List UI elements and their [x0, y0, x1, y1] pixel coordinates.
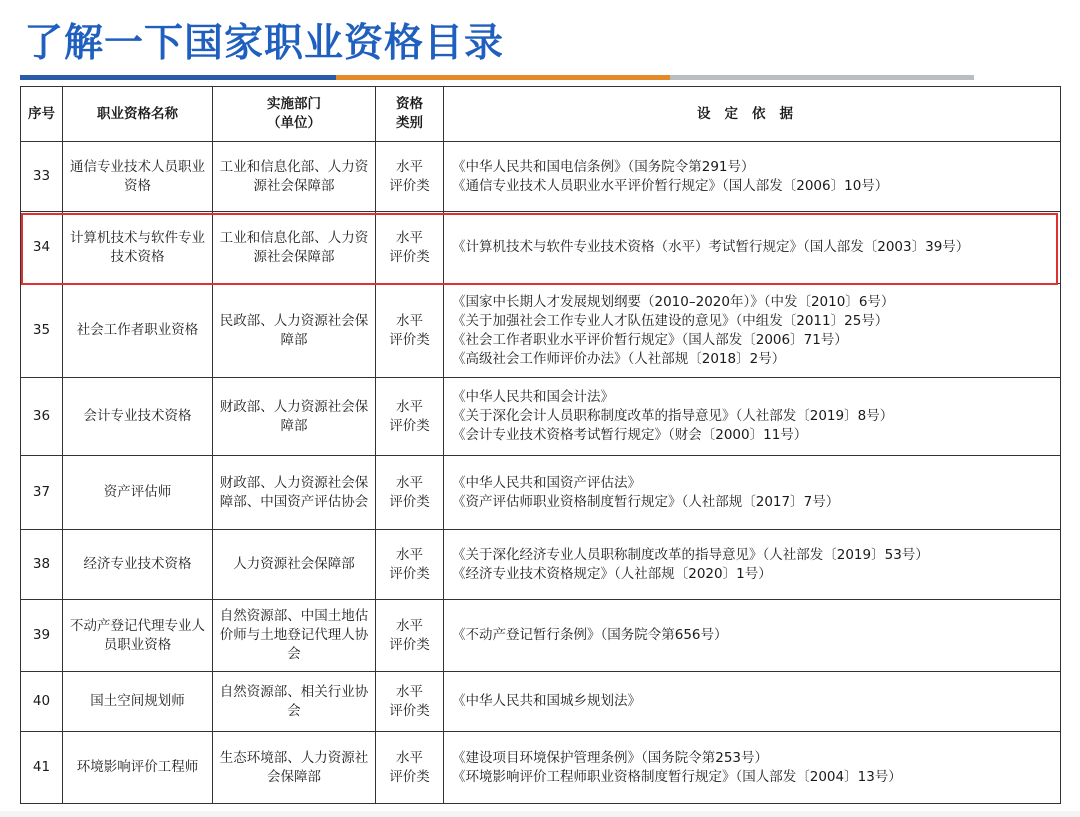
table-row	[21, 212, 1061, 284]
bottom-edge	[0, 811, 1080, 817]
header-name: 职业资格名称	[63, 87, 213, 142]
table-row	[21, 732, 1061, 804]
legal-basis	[444, 378, 1061, 456]
row-number: 35	[21, 284, 63, 378]
row-number: 34	[21, 212, 63, 284]
qualification-type: 水平 评价类	[376, 672, 444, 732]
implementing-department: 财政部、人力资源社会保障部、中国资产评估协会	[213, 456, 376, 530]
basis-line: 《高级社会工作师评价办法》（人社部规〔2018〕2号）	[452, 350, 786, 367]
qualification-type: 水平 评价类	[376, 732, 444, 804]
basis-line: 《资产评估师职业资格制度暂行规定》（人社部规〔2017〕7号）	[452, 493, 840, 510]
divider-blue-segment	[20, 75, 336, 80]
qualification-name: 通信专业技术人员职业资格	[63, 142, 213, 212]
table-row	[21, 530, 1061, 600]
basis-line: 《中华人民共和国电信条例》（国务院令第291号）	[452, 158, 755, 175]
row-number: 36	[21, 378, 63, 456]
table-header-row	[21, 87, 1061, 142]
legal-basis	[444, 142, 1061, 212]
legal-basis	[444, 732, 1061, 804]
implementing-department: 工业和信息化部、人力资源社会保障部	[213, 142, 376, 212]
header-dept-label: 实施部门 （单位）	[267, 96, 321, 131]
qualification-name: 计算机技术与软件专业技术资格	[63, 212, 213, 284]
basis-line: 《会计专业技术资格考试暂行规定》（财会〔2000〕11号）	[452, 427, 808, 443]
implementing-department: 自然资源部、相关行业协会	[213, 672, 376, 732]
table-row	[21, 600, 1061, 672]
implementing-department: 自然资源部、中国土地估价师与土地登记代理人协会	[213, 600, 376, 672]
implementing-department: 生态环境部、人力资源社会保障部	[213, 732, 376, 804]
row-number: 39	[21, 600, 63, 672]
legal-basis	[444, 212, 1061, 284]
table-row	[21, 284, 1061, 378]
qualification-name: 经济专业技术资格	[63, 530, 213, 600]
legal-basis	[444, 456, 1061, 530]
qualification-name: 环境影响评价工程师	[63, 732, 213, 804]
header-type	[376, 87, 444, 142]
legal-basis	[444, 600, 1061, 672]
qualification-type: 水平 评价类	[376, 530, 444, 600]
table-row	[21, 672, 1061, 732]
table-row	[21, 142, 1061, 212]
basis-line: 《环境影响评价工程师职业资格制度暂行规定》（国人部发〔2004〕13号）	[452, 768, 902, 785]
basis-line: 《关于加强社会工作专业人才队伍建设的意见》（中组发〔2011〕25号）	[452, 312, 889, 329]
basis-line: 《计算机技术与软件专业技术资格（水平）考试暂行规定》（国人部发〔2003〕39号）	[452, 239, 970, 255]
qualification-name: 国土空间规划师	[63, 672, 213, 732]
row-number: 33	[21, 142, 63, 212]
row-number: 40	[21, 672, 63, 732]
legal-basis	[444, 284, 1061, 378]
basis-line: 《通信专业技术人员职业水平评价暂行规定》（国人部发〔2006〕10号）	[452, 177, 889, 194]
page-title: 了解一下国家职业资格目录	[24, 21, 505, 66]
basis-line: 《中华人民共和国城乡规划法》	[452, 693, 641, 709]
qualification-name: 不动产登记代理专业人员职业资格	[63, 600, 213, 672]
qualification-type: 水平 评价类	[376, 284, 444, 378]
basis-line: 《社会工作者职业水平评价暂行规定》（国人部发〔2006〕71号）	[452, 331, 848, 348]
table-row	[21, 456, 1061, 530]
header-dept	[213, 87, 376, 142]
qualification-name: 资产评估师	[63, 456, 213, 530]
title-divider	[20, 75, 974, 80]
table-row	[21, 378, 1061, 456]
legal-basis	[444, 672, 1061, 732]
basis-line: 《国家中长期人才发展规划纲要（2010–2020年）》（中发〔2010〕6号）	[452, 293, 895, 310]
legal-basis	[444, 530, 1061, 600]
qualification-type: 水平 评价类	[376, 456, 444, 530]
basis-line: 《建设项目环境保护管理条例》（国务院令第253号）	[452, 749, 769, 766]
basis-line: 《经济专业技术资格规定》（人社部规〔2020〕1号）	[452, 565, 772, 582]
divider-gray-segment	[670, 75, 974, 80]
qualification-type: 水平 评价类	[376, 212, 444, 284]
qualification-type: 水平 评价类	[376, 378, 444, 456]
basis-line: 《中华人民共和国会计法》	[452, 389, 614, 405]
qualification-name: 会计专业技术资格	[63, 378, 213, 456]
qualification-type: 水平 评价类	[376, 600, 444, 672]
qualification-type: 水平 评价类	[376, 142, 444, 212]
implementing-department: 工业和信息化部、人力资源社会保障部	[213, 212, 376, 284]
basis-line: 《不动产登记暂行条例》（国务院令第656号）	[452, 627, 728, 643]
qualification-name: 社会工作者职业资格	[63, 284, 213, 378]
basis-line: 《中华人民共和国资产评估法》	[452, 474, 641, 491]
implementing-department: 财政部、人力资源社会保障部	[213, 378, 376, 456]
basis-line: 《关于深化会计人员职称制度改革的指导意见》（人社部发〔2019〕8号）	[452, 408, 894, 424]
row-number: 38	[21, 530, 63, 600]
row-number: 37	[21, 456, 63, 530]
header-basis: 设定依据	[444, 87, 1061, 142]
header-type-label: 资格 类别	[396, 96, 423, 131]
basis-line: 《关于深化经济专业人员职称制度改革的指导意见》（人社部发〔2019〕53号）	[452, 546, 929, 563]
header-num: 序号	[21, 87, 63, 142]
implementing-department: 人力资源社会保障部	[213, 530, 376, 600]
divider-orange-segment	[336, 75, 670, 80]
implementing-department: 民政部、人力资源社会保障部	[213, 284, 376, 378]
row-number: 41	[21, 732, 63, 804]
qualification-catalog-table	[20, 86, 1061, 804]
